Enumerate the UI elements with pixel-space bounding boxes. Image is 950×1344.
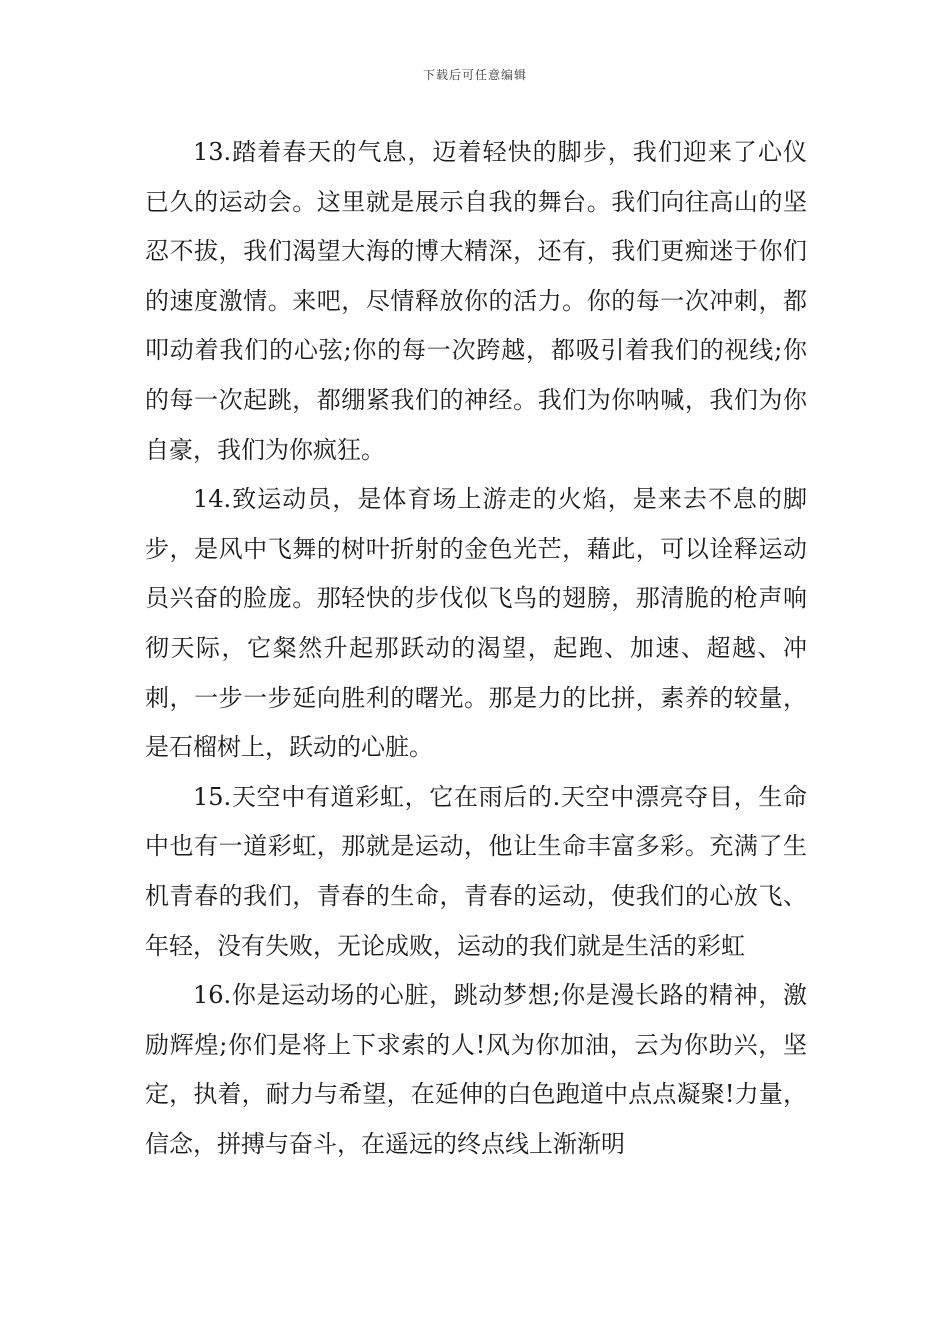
document-body — [145, 128, 807, 1169]
paragraph-15: 15.天空中有道彩虹，它在雨后的.天空中漂亮夺目，生命中也有一道彩虹，那就是运动，他让生命丰富多彩。充满了生机青春的我们，青春的生命，青春的运动，使我们的心放飞、年轻，没有失败，无论成败，运动的我们就是生活的彩虹 — [145, 782, 807, 960]
paragraph-13: 13.踏着春天的气息，迈着轻快的脚步，我们迎来了心仪已久的运动会。这里就是展示自我的舞台。我们向往高山的坚忍不拔，我们渴望大海的博大精深，还有，我们更痴迷于你们的速度激情。来吧，尽情释放你的活力。你的每一次冲刺，都叩动着我们的心弦;你的每一次跨越，都吸引着我们的视线;你的每一次起跳，都绷紧我们的神经。我们为你呐喊，我们为你自豪，我们为你疯狂。 — [145, 138, 807, 464]
header-note: 下载后可任意编辑 — [422, 68, 527, 82]
paragraph-16: 16.你是运动场的心脏，跳动梦想;你是漫长路的精神，激励辉煌;你们是将上下求索的人!风为你加油，云为你助兴，坚定，执着，耐力与希望，在延伸的白色跑道中点点凝聚!力量，信念，拼搏与奋斗，在遥远的终点线上渐渐明 — [145, 981, 807, 1158]
paragraph-14: 14.致运动员，是体育场上游走的火焰，是来去不息的脚步，是风中飞舞的树叶折射的金色光芒，藉此，可以诠释运动员兴奋的脸庞。那轻快的步伐似飞鸟的翅膀，那清脆的枪声响彻天际，它粲然升起那跃动的渴望，起跑、加速、超越、冲刺，一步一步延向胜利的曙光。那是力的比拼，素养的较量，是石榴树上，跃动的心脏。 — [145, 485, 807, 762]
